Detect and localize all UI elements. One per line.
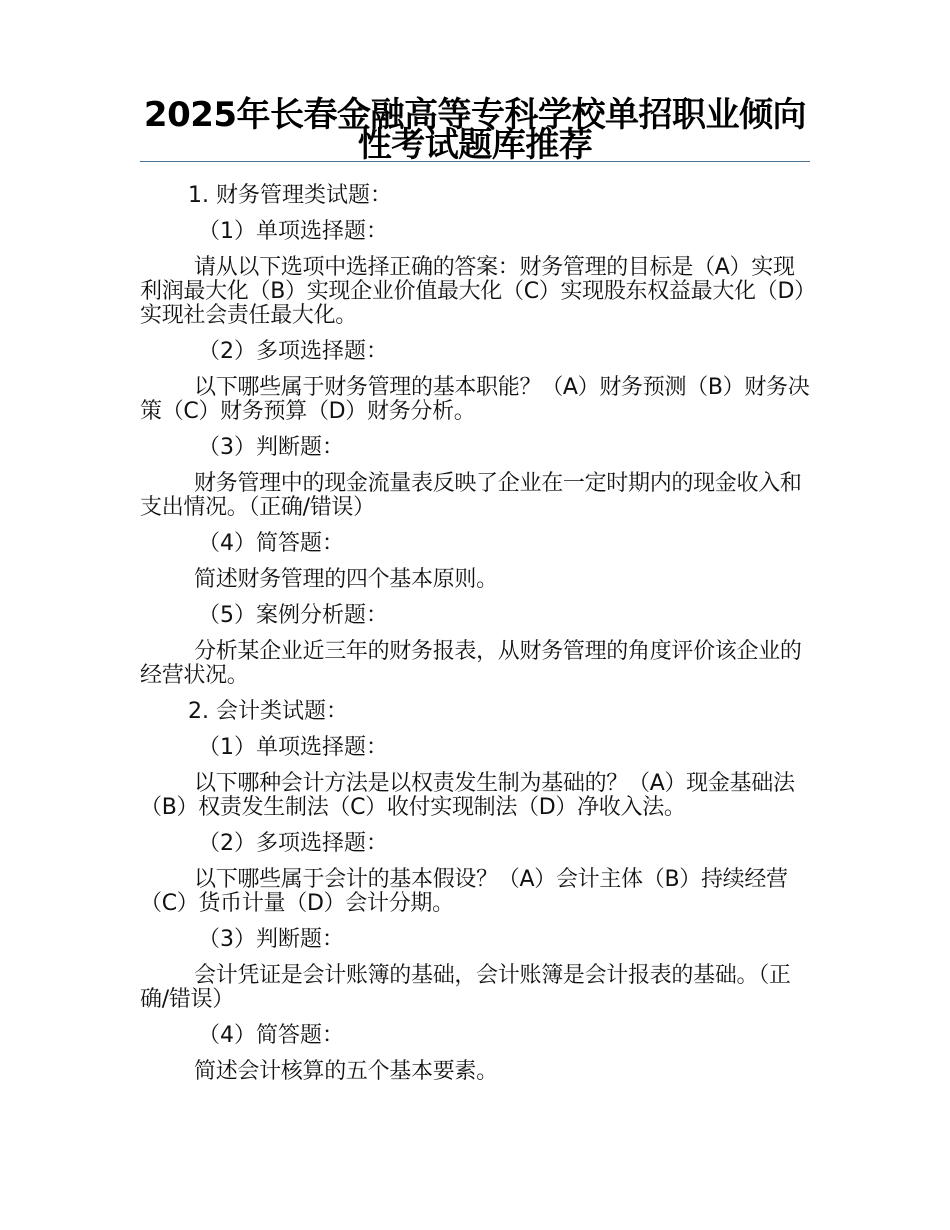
question-text: 以下哪些属于财务管理的基本职能？（A）财务预测（B）财务决策（C）财务预算（D）财务分析。: [140, 375, 810, 424]
question-label: （1）单项选择题：: [198, 735, 388, 760]
question-text: 请从以下选项中选择正确的答案：财务管理的目标是（A）实现利润最大化（B）实现企业价值最大化（C）实现股东权益最大化（D）实现社会责任最大化。: [140, 255, 805, 328]
question-label: （1）单项选择题：: [198, 219, 388, 244]
question-text: 财务管理中的现金流量表反映了企业在一定时期内的现金收入和支出情况。（正确/错误）: [140, 471, 802, 520]
question-text: 简述会计核算的五个基本要素。: [194, 1059, 498, 1084]
question-label: （4）简答题：: [198, 531, 344, 556]
question-label: （2）多项选择题：: [198, 831, 388, 856]
question-label: （5）案例分析题：: [198, 603, 388, 628]
question-text: 以下哪些属于会计的基本假设？（A）会计主体（B）持续经营（C）货币计量（D）会计分期。: [140, 867, 788, 916]
document-title: 2025年长春金融高等专科学校单招职业倾向性考试题库推荐: [143, 95, 807, 165]
question-text: 简述财务管理的四个基本原则。: [194, 567, 498, 592]
question-label: （2）多项选择题：: [198, 339, 388, 364]
question-text: 会计凭证是会计账簿的基础，会计账簿是会计报表的基础。（正确/错误）: [140, 963, 791, 1012]
section-heading-accounting: 2. 会计类试题：: [188, 699, 348, 724]
title-underline: [140, 161, 810, 162]
question-text: 分析某企业近三年的财务报表，从财务管理的角度评价该企业的经营状况。: [140, 639, 802, 688]
question-label: （4）简答题：: [198, 1023, 344, 1048]
section-heading-finance: 1. 财务管理类试题：: [188, 183, 392, 208]
question-label: （3）判断题：: [198, 435, 344, 460]
question-text: 以下哪种会计方法是以权责发生制为基础的？（A）现金基础法（B）权责发生制法（C）收付实现制法（D）净收入法。: [140, 771, 795, 820]
document-body: [140, 178, 810, 1090]
question-label: （3）判断题：: [198, 927, 344, 952]
